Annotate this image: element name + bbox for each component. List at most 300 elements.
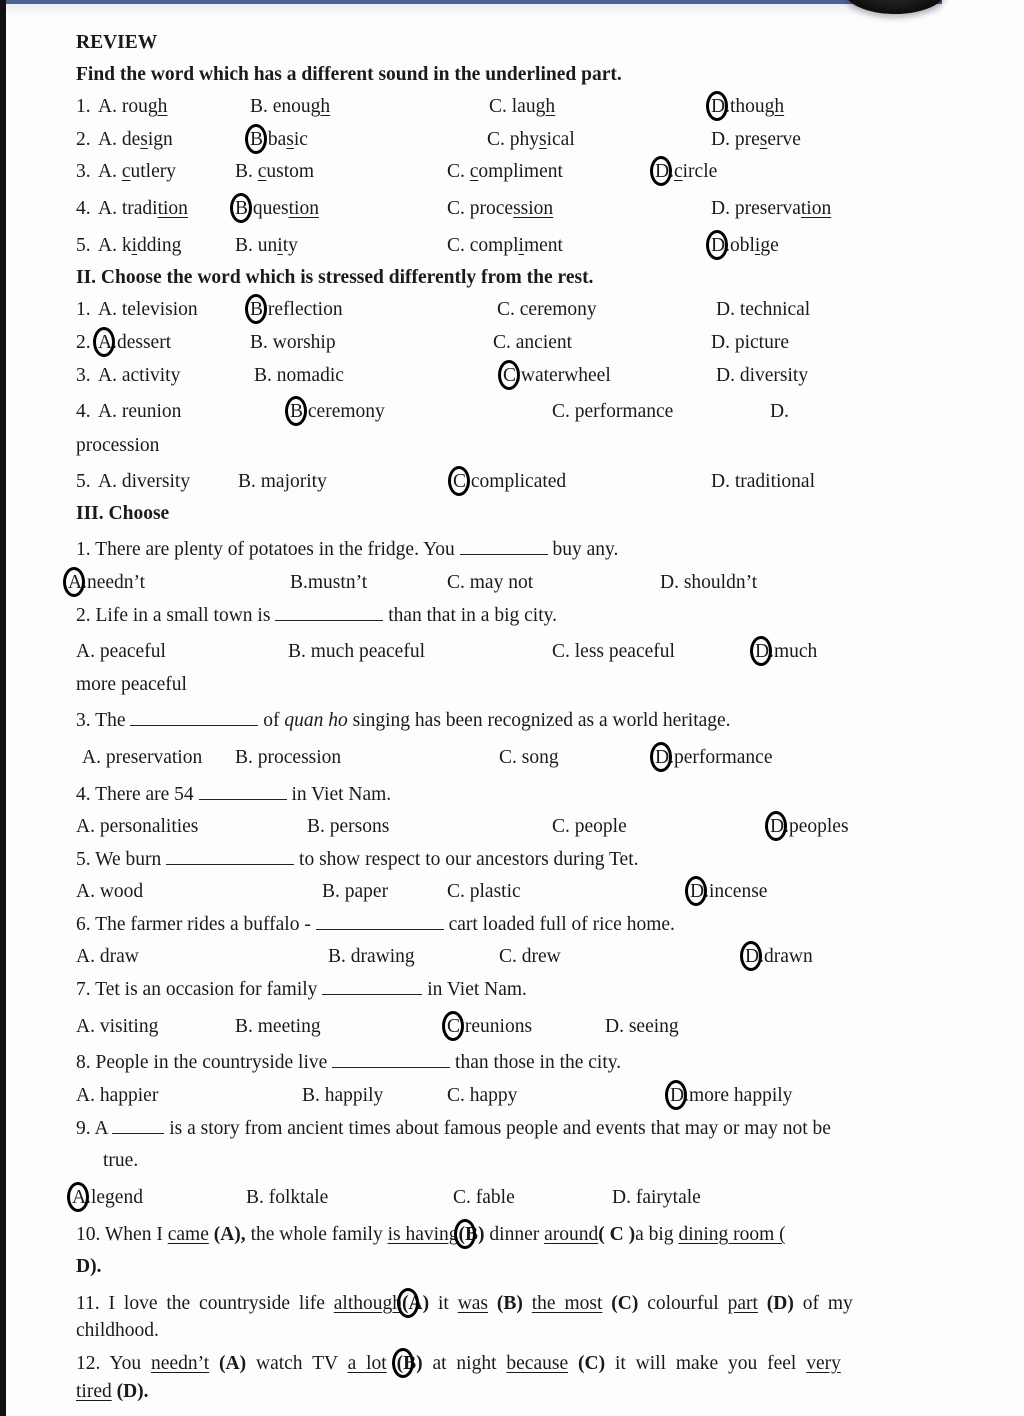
stem-text: Life in a small town is xyxy=(95,605,276,626)
option-letter[interactable]: A. xyxy=(98,401,122,422)
underlined-part: c xyxy=(121,161,131,182)
question-number: 1. xyxy=(76,539,96,560)
option-word: television xyxy=(121,299,198,320)
word-part: tradi xyxy=(121,198,158,219)
question-number: 3. xyxy=(76,710,96,731)
option-word: peoples xyxy=(788,816,849,837)
underlined-part: s xyxy=(140,129,148,150)
word-part: ment xyxy=(523,235,563,256)
option-c[interactable] xyxy=(453,472,566,492)
option-letter[interactable]: B. xyxy=(250,332,273,353)
question-number: 2. xyxy=(76,605,96,626)
underlined-part: c xyxy=(469,161,479,182)
option-word: reunion xyxy=(121,401,182,422)
option-d[interactable] xyxy=(770,402,789,422)
option-b[interactable] xyxy=(235,199,319,219)
option-letter[interactable]: D. xyxy=(711,198,735,219)
option-letter[interactable]: A. xyxy=(98,365,122,386)
answer-circle-d[interactable]: D. xyxy=(711,235,730,256)
option-letter[interactable]: C. xyxy=(447,881,470,902)
option-c[interactable] xyxy=(552,817,627,837)
text-segment: You xyxy=(109,1353,152,1374)
option-word: worship xyxy=(272,332,336,353)
option-d[interactable] xyxy=(660,573,757,593)
text-segment: When I xyxy=(104,1224,168,1245)
answer-circle-b[interactable]: B. xyxy=(250,299,268,320)
option-letter[interactable]: D. xyxy=(660,572,684,593)
answer-blank[interactable] xyxy=(332,1053,450,1068)
option-letter[interactable]: C. xyxy=(447,161,470,182)
text-segment: tired xyxy=(76,1381,112,1402)
option-letter[interactable]: B. xyxy=(302,1085,325,1106)
option-d[interactable] xyxy=(711,199,831,219)
answer-circle-d[interactable]: D. xyxy=(670,1085,689,1106)
option-letter[interactable]: B. xyxy=(246,1187,269,1208)
option-b[interactable] xyxy=(235,748,341,768)
question-11 xyxy=(76,1294,853,1314)
answer-blank[interactable] xyxy=(275,606,383,621)
underlined-part: ssion xyxy=(513,198,554,219)
question-number: 5. xyxy=(76,235,91,256)
option-d[interactable] xyxy=(670,1086,792,1106)
option-letter[interactable]: A. xyxy=(76,816,100,837)
word-part: ical xyxy=(546,129,575,150)
option-b[interactable] xyxy=(290,402,385,422)
question-number: 5. xyxy=(76,471,91,492)
option-a[interactable] xyxy=(98,236,181,256)
option-a[interactable] xyxy=(98,472,190,492)
text-segment: (D). xyxy=(111,1381,149,1402)
option-letter[interactable]: C. xyxy=(497,299,520,320)
underlined-part: i xyxy=(754,235,761,256)
option-word: procession xyxy=(257,747,342,768)
option-letter[interactable]: A. xyxy=(98,471,122,492)
text-segment: ( C ) xyxy=(598,1224,636,1245)
underlined-part: tion xyxy=(157,198,188,219)
option-word: paper xyxy=(344,881,389,902)
option-word: visiting xyxy=(99,1016,159,1037)
option-c[interactable] xyxy=(493,333,572,353)
question-10-cont: D). xyxy=(76,1256,102,1277)
word-part: ircle xyxy=(682,161,718,182)
underlined-part: tion xyxy=(800,198,832,219)
underlined-part: i xyxy=(518,235,524,256)
answer-circle-d[interactable]: D. xyxy=(655,747,674,768)
text-segment: a lot xyxy=(347,1353,387,1374)
answer-blank[interactable] xyxy=(322,980,422,995)
option-letter[interactable]: A. xyxy=(76,946,100,967)
stem-text: cart loaded full of rice home. xyxy=(443,914,675,935)
option-word: needn’t xyxy=(86,572,146,593)
underlined-part: gh xyxy=(310,96,331,117)
option-a[interactable] xyxy=(72,1188,143,1208)
option-a[interactable] xyxy=(68,573,145,593)
question-number: 8. xyxy=(76,1052,96,1073)
answer-blank[interactable] xyxy=(166,850,294,865)
option-d[interactable] xyxy=(711,472,815,492)
stem-text: There are plenty of potatoes in the fridge. You xyxy=(95,539,460,560)
question-stem xyxy=(76,1119,831,1139)
option-d[interactable] xyxy=(612,1188,701,1208)
option-d[interactable] xyxy=(716,300,810,320)
option-letter[interactable]: C. xyxy=(552,641,575,662)
option-d[interactable] xyxy=(711,97,784,117)
word-part: lau xyxy=(511,96,536,117)
option-word: wood xyxy=(99,881,144,902)
option-letter[interactable]: C. xyxy=(487,129,510,150)
text-segment: (B) xyxy=(488,1293,532,1314)
answer-circle-b[interactable]: B. xyxy=(250,129,268,150)
option-word: personalities xyxy=(99,816,199,837)
option-word: traditional xyxy=(734,471,815,492)
text-segment: very xyxy=(806,1353,841,1374)
option-c[interactable] xyxy=(447,573,533,593)
option-letter[interactable]: B. xyxy=(254,365,277,386)
option-c[interactable] xyxy=(447,1086,517,1106)
option-word: drawing xyxy=(350,946,415,967)
option-letter[interactable]: C. xyxy=(552,401,575,422)
option-a[interactable] xyxy=(98,162,176,182)
option-b[interactable] xyxy=(254,366,344,386)
option-b[interactable] xyxy=(290,573,367,593)
text-segment: of my xyxy=(802,1293,853,1314)
option-c[interactable] xyxy=(552,642,675,662)
option-letter[interactable]: C. xyxy=(499,946,522,967)
option-word: picture xyxy=(734,332,789,353)
word-part: compl xyxy=(469,235,519,256)
word-part: ques xyxy=(252,198,289,219)
text-segment: came xyxy=(167,1224,209,1245)
option-letter[interactable]: C. xyxy=(489,96,512,117)
option-word: activity xyxy=(121,365,181,386)
option-letter[interactable]: B. xyxy=(322,881,345,902)
answer-blank[interactable] xyxy=(112,1119,164,1134)
option-letter[interactable]: B. xyxy=(307,816,330,837)
answer-circle-c[interactable]: C. xyxy=(503,365,521,386)
word-part: pre xyxy=(734,129,760,150)
option-word: incense xyxy=(708,881,768,902)
stem-text: buy any. xyxy=(547,539,619,560)
option-word: happier xyxy=(99,1085,159,1106)
question-12 xyxy=(76,1354,841,1374)
option-word: mustn’t xyxy=(307,572,368,593)
question-number: 4. xyxy=(76,401,91,422)
word-part: proce xyxy=(469,198,514,219)
option-b[interactable] xyxy=(250,130,308,150)
text-segment: was xyxy=(457,1293,489,1314)
option-word: draw xyxy=(99,946,139,967)
option-word: more happily xyxy=(688,1085,793,1106)
word-part: ba xyxy=(267,129,287,150)
word-part: thou xyxy=(729,96,765,117)
option-b[interactable] xyxy=(250,333,336,353)
question-10 xyxy=(76,1225,786,1245)
option-letter[interactable]: D. xyxy=(770,401,789,422)
option-word: dessert xyxy=(116,332,172,353)
question-number: 9. xyxy=(76,1118,95,1139)
underlined-part: c xyxy=(673,161,683,182)
option-a[interactable] xyxy=(76,1086,158,1106)
underlined-part: gh xyxy=(764,96,785,117)
option-c[interactable] xyxy=(453,1188,515,1208)
answer-circle-d[interactable]: D. xyxy=(711,96,730,117)
option-c[interactable] xyxy=(489,97,555,117)
option-letter[interactable]: A. xyxy=(76,881,100,902)
option-a[interactable] xyxy=(76,947,139,967)
option-letter[interactable]: A. xyxy=(98,129,122,150)
question-number: 2. xyxy=(76,332,91,353)
option-letter[interactable]: A. xyxy=(76,1016,100,1037)
option-letter[interactable]: B. xyxy=(328,946,351,967)
text-segment: part xyxy=(727,1293,758,1314)
section3-heading: III. Choose xyxy=(76,503,170,524)
text-segment: (D) xyxy=(757,1293,803,1314)
option-a[interactable] xyxy=(76,642,166,662)
text-segment: colourful xyxy=(647,1293,728,1314)
option-a[interactable] xyxy=(98,199,188,219)
option-d[interactable] xyxy=(711,236,779,256)
question-number: 11. xyxy=(76,1293,109,1314)
option-letter[interactable]: B. xyxy=(235,747,258,768)
option-a[interactable] xyxy=(98,97,167,117)
option-letter[interactable]: A. xyxy=(98,96,122,117)
answer-circle-d[interactable]: D. xyxy=(655,161,674,182)
option-letter[interactable]: C. xyxy=(453,1187,476,1208)
option-letter[interactable]: B. xyxy=(288,641,311,662)
option-letter[interactable]: C. xyxy=(447,1085,470,1106)
option-word: much peaceful xyxy=(310,641,425,662)
word-part: ty xyxy=(282,235,298,256)
answer-circle-d[interactable]: D. xyxy=(755,641,774,662)
option-b[interactable] xyxy=(322,882,388,902)
option-d[interactable] xyxy=(755,642,817,662)
option-d[interactable] xyxy=(690,882,767,902)
option-a[interactable] xyxy=(82,748,202,768)
option-d[interactable] xyxy=(745,947,813,967)
option-word: less peaceful xyxy=(574,641,675,662)
option-letter[interactable]: A. xyxy=(98,235,122,256)
word-part: ic xyxy=(293,129,308,150)
option-d[interactable] xyxy=(716,366,808,386)
option-letter[interactable]: C. xyxy=(499,747,522,768)
answer-blank[interactable] xyxy=(199,785,287,800)
answer-circle-b[interactable]: B. xyxy=(235,198,253,219)
option-word: song xyxy=(521,747,559,768)
word-part: un xyxy=(257,235,278,256)
answer-circle-d[interactable]: D. xyxy=(770,816,789,837)
option-word: folktale xyxy=(268,1187,329,1208)
question-number: 6. xyxy=(76,914,96,935)
answer-blank[interactable] xyxy=(130,711,258,726)
text-segment: (A) xyxy=(209,1353,256,1374)
question-stem xyxy=(76,915,675,935)
option-letter[interactable]: B. xyxy=(250,96,273,117)
option-word: performance xyxy=(673,747,773,768)
option-d[interactable] xyxy=(655,162,717,182)
option-word: preservation xyxy=(105,747,203,768)
option-b[interactable] xyxy=(235,1017,321,1037)
text-segment: (A) xyxy=(402,1293,430,1314)
option-b[interactable] xyxy=(250,97,330,117)
option-c[interactable] xyxy=(499,748,559,768)
question-number: 2. xyxy=(76,129,91,150)
option-letter[interactable]: C. xyxy=(552,816,575,837)
answer-circle-d[interactable]: D. xyxy=(745,946,764,967)
answer-circle-a[interactable]: A. xyxy=(72,1187,91,1208)
option-letter[interactable]: A. xyxy=(76,1085,100,1106)
option-c[interactable] xyxy=(447,236,563,256)
option-c[interactable] xyxy=(447,162,563,182)
option-word: legend xyxy=(90,1187,143,1208)
option-b[interactable] xyxy=(235,162,314,182)
option-b[interactable] xyxy=(288,642,425,662)
option-b[interactable] xyxy=(302,1086,383,1106)
text-segment: the whole family xyxy=(250,1224,388,1245)
option-letter[interactable]: A. xyxy=(98,198,122,219)
answer-circle-a[interactable]: A. xyxy=(68,572,87,593)
question-stem xyxy=(76,1053,621,1073)
question-stem xyxy=(76,850,638,870)
option-b[interactable] xyxy=(250,300,343,320)
option-word: happily xyxy=(324,1085,384,1106)
answer-circle-d[interactable]: D. xyxy=(690,881,709,902)
question-stem xyxy=(76,980,527,1000)
option-letter[interactable]: B. xyxy=(235,161,258,182)
option-letter[interactable]: C. xyxy=(447,198,470,219)
answer-circle-c[interactable]: C. xyxy=(447,1016,465,1037)
stem-text: The xyxy=(95,710,131,731)
word-part: k xyxy=(121,235,132,256)
word-part: ge xyxy=(760,235,779,256)
option-word: persons xyxy=(329,816,390,837)
option-word: happy xyxy=(469,1085,518,1106)
option-letter[interactable]: D. xyxy=(711,471,735,492)
word-part: phy xyxy=(509,129,540,150)
option-word: may not xyxy=(469,572,534,593)
option-letter[interactable]: C. xyxy=(447,572,470,593)
document-title: REVIEW xyxy=(76,32,158,53)
option-letter[interactable]: C. xyxy=(447,235,470,256)
stem-text: of xyxy=(258,710,285,731)
word-part: utlery xyxy=(130,161,176,182)
text-segment: because xyxy=(506,1353,569,1374)
option-letter[interactable]: B. xyxy=(235,235,258,256)
option-letter[interactable]: A. xyxy=(98,299,122,320)
text-segment: it xyxy=(429,1293,458,1314)
option-d[interactable] xyxy=(770,817,849,837)
option-word: waterwheel xyxy=(520,365,611,386)
answer-circle-c[interactable]: C. xyxy=(453,471,471,492)
option-word: nomadic xyxy=(276,365,344,386)
underlined-part: s xyxy=(759,129,768,150)
option-a[interactable] xyxy=(76,817,198,837)
text-segment: the most xyxy=(531,1293,603,1314)
text-segment: (C) xyxy=(602,1293,648,1314)
question-stem xyxy=(76,785,391,805)
option-c[interactable] xyxy=(499,947,561,967)
option-word: ancient xyxy=(515,332,573,353)
option-letter[interactable]: B. xyxy=(235,1016,258,1037)
option-b[interactable] xyxy=(328,947,415,967)
option-a[interactable] xyxy=(76,1017,158,1037)
option-letter[interactable]: D. xyxy=(711,129,735,150)
stem-text: A xyxy=(94,1118,113,1139)
option-letter[interactable]: A. xyxy=(82,747,106,768)
option-letter[interactable]: D. xyxy=(605,1016,629,1037)
option-d-continuation: more peaceful xyxy=(76,674,187,695)
option-d[interactable] xyxy=(605,1017,679,1037)
underlined-part: s xyxy=(286,129,294,150)
option-c[interactable] xyxy=(497,300,597,320)
option-b[interactable] xyxy=(238,472,327,492)
text-segment: (C) xyxy=(568,1353,615,1374)
option-d[interactable] xyxy=(655,748,773,768)
option-b[interactable] xyxy=(235,236,298,256)
text-segment: dinner xyxy=(484,1224,545,1245)
stem-italic: quan ho xyxy=(284,710,348,731)
option-c[interactable] xyxy=(503,366,611,386)
question-number: 10. xyxy=(76,1224,105,1245)
word-part: erve xyxy=(767,129,801,150)
option-word: drew xyxy=(521,946,561,967)
question-number: 1. xyxy=(76,299,91,320)
option-b[interactable] xyxy=(246,1188,328,1208)
option-letter[interactable]: D. xyxy=(716,299,740,320)
option-letter[interactable]: D. xyxy=(711,332,735,353)
option-letter[interactable]: B. xyxy=(238,471,261,492)
option-b[interactable] xyxy=(307,817,389,837)
underlined-part: c xyxy=(257,161,267,182)
stem-text: People in the countryside live xyxy=(95,1052,333,1073)
stem-text: The farmer rides a buffalo - xyxy=(95,914,316,935)
answer-circle-b[interactable]: B. xyxy=(290,401,308,422)
underlined-part: gh xyxy=(535,96,556,117)
option-a[interactable] xyxy=(98,402,181,422)
section2-heading: II. Choose the word which is stressed differently from the rest. xyxy=(76,267,594,288)
question-stem xyxy=(76,606,557,626)
option-c[interactable] xyxy=(552,402,673,422)
question-number: 7. xyxy=(76,979,96,1000)
text-segment: although xyxy=(333,1293,403,1314)
word-part: preserva xyxy=(734,198,801,219)
text-segment: I love the countryside life xyxy=(108,1293,334,1314)
option-a[interactable] xyxy=(98,300,198,320)
text-segment: (A), xyxy=(208,1224,251,1245)
option-letter[interactable]: A. xyxy=(98,161,122,182)
option-c[interactable] xyxy=(447,199,553,219)
option-c[interactable] xyxy=(447,882,521,902)
answer-circle-a[interactable]: A. xyxy=(98,332,117,353)
option-c[interactable] xyxy=(487,130,575,150)
option-a[interactable] xyxy=(76,882,143,902)
option-word: performance xyxy=(574,401,674,422)
option-letter[interactable]: A. xyxy=(76,641,100,662)
stem-text: than those in the city. xyxy=(450,1052,622,1073)
option-c[interactable] xyxy=(447,1017,532,1037)
option-letter[interactable]: D. xyxy=(612,1187,636,1208)
option-a[interactable] xyxy=(98,366,180,386)
text-segment: it will make you feel xyxy=(614,1353,807,1374)
option-d[interactable] xyxy=(711,130,801,150)
option-a[interactable] xyxy=(98,333,171,353)
option-d[interactable] xyxy=(711,333,789,353)
answer-blank[interactable] xyxy=(460,540,548,555)
option-a[interactable] xyxy=(98,130,173,150)
option-letter[interactable]: C. xyxy=(493,332,516,353)
option-letter[interactable]: B. xyxy=(290,572,308,593)
answer-blank[interactable] xyxy=(316,915,444,930)
option-letter[interactable]: D. xyxy=(716,365,740,386)
